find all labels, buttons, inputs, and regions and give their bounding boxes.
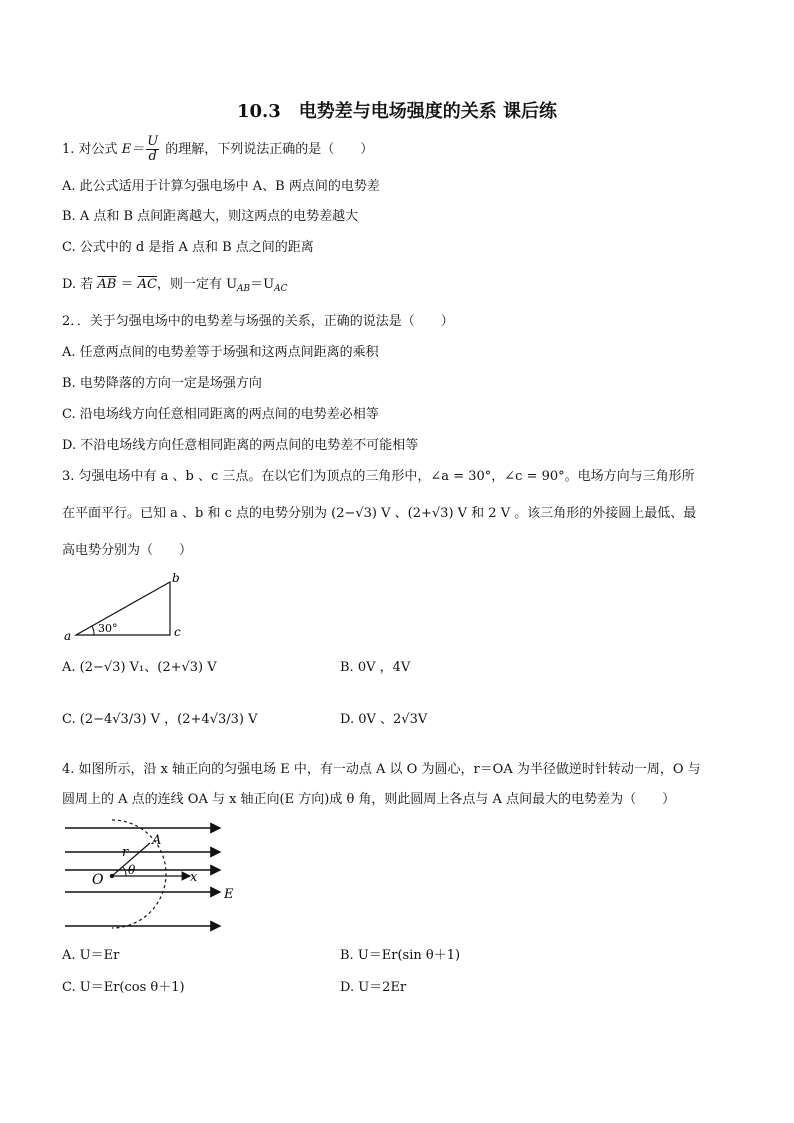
q4-option-d: D. U＝2Er <box>340 980 407 995</box>
q3-triangle-figure <box>60 570 190 645</box>
q1-option-b: B. A 点和 B 点间距离越大，则这两点的电势差越大 <box>62 209 359 224</box>
q3-stem-line3: 高电势分别为（ ） <box>62 543 193 558</box>
q2-option-b: B. 电势降落的方向一定是场强方向 <box>62 376 262 391</box>
q1-d-ab: $\overline{AB}$ <box>97 277 117 292</box>
q2-option-a: A. 任意两点间的电势差等于场强和这两点间距离的乘积 <box>62 345 379 360</box>
angle-arc <box>92 626 94 635</box>
q4-stem-line1: 4. 如图所示，沿 x 轴正向的匀强电场 E 中，有一动点 A 以 O 为圆心，r＝OA 为半径做逆时针转动一周，O 与 <box>62 762 701 777</box>
q4-option-a: A. U＝Er <box>62 948 120 963</box>
q2-stem: 2．．关于匀强电场中的电势差与场强的关系，正确的说法是（ ） <box>62 314 454 329</box>
q1-d-sub1: AB <box>237 284 251 294</box>
angle-label: 30° <box>98 622 118 635</box>
vertex-b-label: b <box>172 571 180 585</box>
q3-option-b: B. 0V ，4V <box>340 660 411 675</box>
q4-stem-line2: 圆周上的 A 点的连线 OA 与 x 轴正向(E 方向)成 θ 角，则此圆周上各点与 A 点间最大的电势差为（ ） <box>62 792 676 807</box>
q1-option-d <box>62 275 288 299</box>
q2-option-d: D. 不沿电场线方向任意相同距离的两点间的电势差不可能相等 <box>62 438 419 453</box>
q1-d-sub2: AC <box>274 284 288 294</box>
q3-option-c: C. (2−4√3/3) V ，(2+4√3/3) V <box>62 712 258 727</box>
q1-d-eq2: ＝U <box>250 277 275 292</box>
q3-option-a: A. (2−√3) V₁、(2+√3) V <box>62 660 217 675</box>
point-a-label: A <box>152 833 162 848</box>
q1-option-a: A. 此公式适用于计算匀强电场中 A、B 两点间的电势差 <box>62 179 380 194</box>
q2-option-c: C. 沿电场线方向任意相同距离的两点间的电势差必相等 <box>62 407 379 422</box>
q3-stem-line2: 在平面平行。已知 a 、b 和 c 点的电势分别为 (2−√3) V 、(2+√3) V 和 2 V 。该三角形的外接圆上最低、最 <box>62 506 697 521</box>
q1-d-prefix: D. 若 <box>62 277 94 292</box>
field-e-label: E <box>224 887 234 902</box>
q1-frac-num: U <box>147 134 159 149</box>
q4-option-b: B. U＝Er(sin θ＋1) <box>340 948 461 963</box>
q1-d-eq: ＝ <box>116 277 138 292</box>
q1-stem-suffix: 的理解，下列说法正确的是（ ） <box>165 142 374 157</box>
q3-stem-line1: 3. 匀强电场中有 a 、b 、c 三点。在以它们为顶点的三角形中，∠a = 30°，∠c = 90°。电场方向与三角形所 <box>62 469 695 484</box>
theta-label: θ <box>128 863 136 877</box>
q4-field-figure <box>60 818 250 938</box>
q1-stem <box>62 135 373 164</box>
vertex-c-label: c <box>174 625 181 639</box>
q1-stem-prefix: 1. 对公式 <box>62 142 118 157</box>
q1-formula-lhs: E＝ <box>121 142 145 157</box>
q1-fraction <box>146 135 159 164</box>
vertex-a-label: a <box>64 629 72 643</box>
q1-d-ac: $\overline{AC}$ <box>137 277 157 292</box>
q3-option-d: D. 0V 、2√3V <box>340 712 428 727</box>
q4-option-c: C. U＝Er(cos θ＋1) <box>62 980 185 995</box>
triangle-shape <box>76 582 170 635</box>
q1-option-c: C. 公式中的 d 是指 A 点和 B 点之间的距离 <box>62 240 314 255</box>
q1-frac-den: d <box>148 149 157 164</box>
radius-label: r <box>122 845 129 860</box>
origin-label: O <box>92 872 104 888</box>
x-axis-label: x <box>190 870 198 885</box>
page-title: 10.3 电势差与电场强度的关系 课后练 <box>236 101 558 122</box>
center-point <box>110 874 114 878</box>
theta-arc <box>123 867 126 876</box>
q1-d-mid: ，则一定有 U <box>156 277 238 292</box>
